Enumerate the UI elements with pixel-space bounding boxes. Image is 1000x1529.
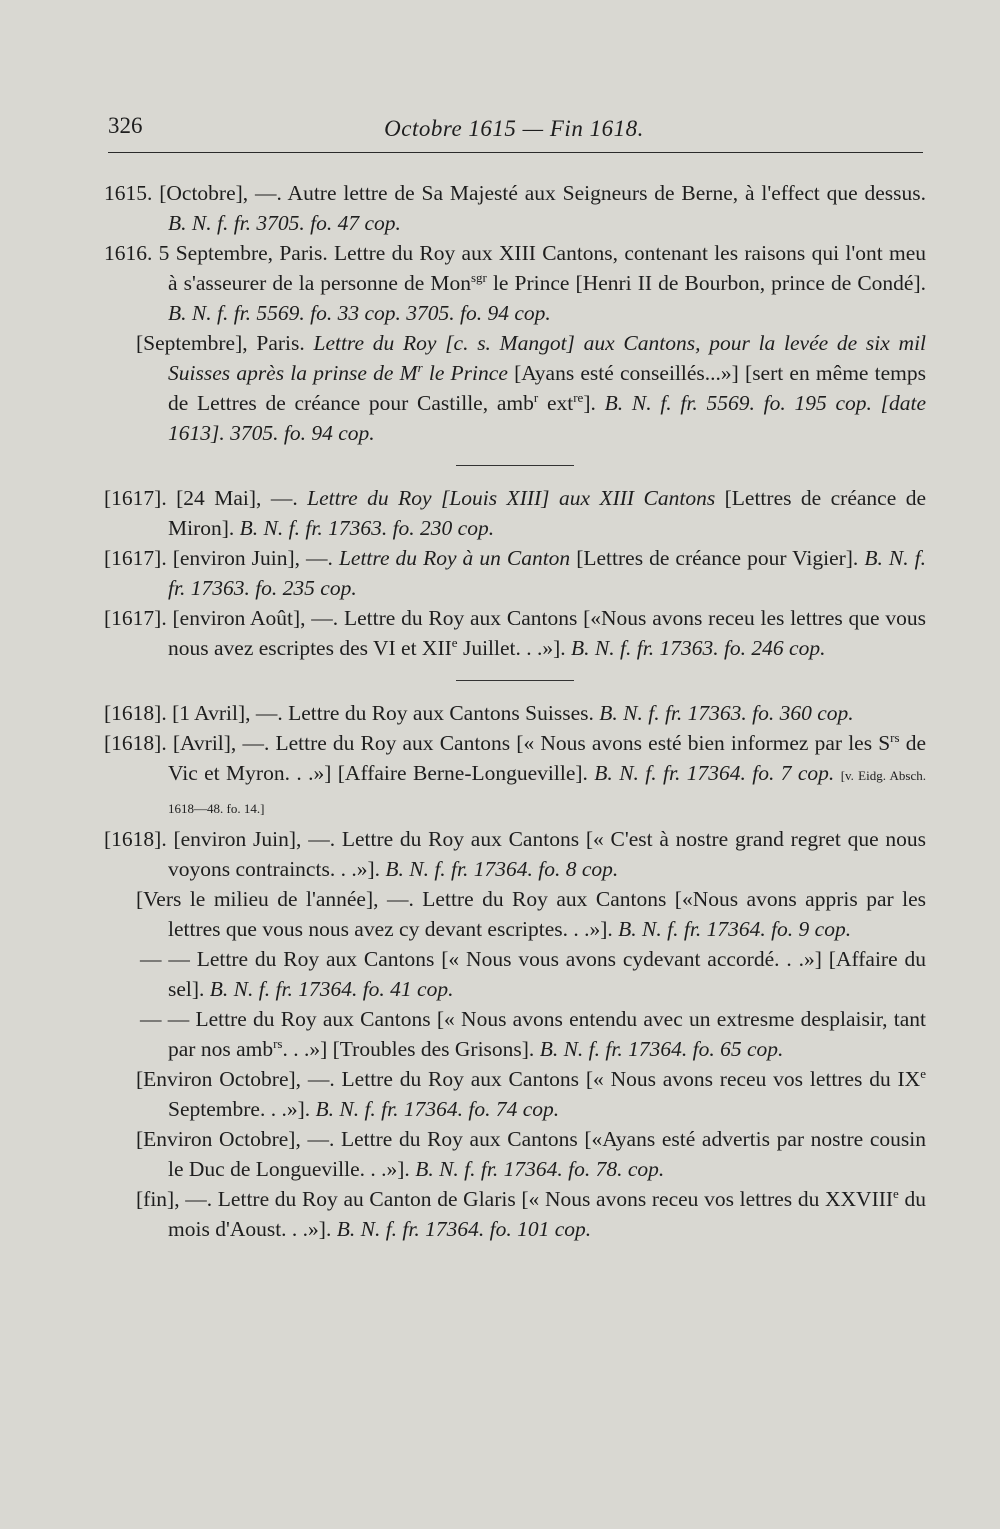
entry-text: 1616. 5 Septembre, Paris. Lettre du Roy aux XIII Cantons, contenant les raisons qui l'ont meu à s'asseurer de la personne de Mon <box>104 241 926 295</box>
entry-reference: B. N. f. fr. 17363. fo. 360 cop. <box>599 701 854 725</box>
superscript: re <box>573 390 584 405</box>
superscript: sgr <box>470 270 487 285</box>
superscript: e <box>893 1186 899 1201</box>
entry-text: ]. <box>583 391 605 415</box>
superscript: e <box>920 1066 926 1081</box>
superscript: rs <box>273 1036 283 1051</box>
page-number: 326 <box>108 113 143 138</box>
entry-fin <box>104 1184 926 1244</box>
entry-1618-avril <box>104 728 926 824</box>
entry-text: [1617]. [environ Août], —. Lettre du Roy aux Cantons [«Nous avons receu les lettres que vous nous avez escriptes des VI et XII <box>104 606 926 660</box>
entry-text: [1618]. [Avril], —. Lettre du Roy aux Cantons [« Nous avons esté bien informez par les S <box>104 731 891 755</box>
entry-1617-juin <box>104 543 926 603</box>
entry-reference: B. N. f. fr. 17363. fo. 230 cop. <box>239 516 495 540</box>
entry-text: ext <box>538 391 574 415</box>
entry-text: [Environ Octobre], —. Lettre du Roy aux Cantons [«Ayans esté advertis par nostre cousin le Duc de Longueville. . .»]. <box>136 1127 926 1181</box>
entry-reference: B. N. f. fr. 3705. fo. 47 cop. <box>168 211 401 235</box>
entry-octobre-1 <box>104 1064 926 1124</box>
entry-reference: B. N. f. fr. 17363. fo. 246 cop. <box>571 636 826 660</box>
section-separator <box>456 680 574 681</box>
entry-text: du mois d'Aoust. . .»]. <box>168 1187 926 1241</box>
entry-1615-octobre <box>104 178 926 238</box>
entry-text: — — Lettre du Roy aux Cantons [« Nous vous avons cydevant accordé. . .»] [Affaire du sel]. <box>140 947 926 1001</box>
entry-text: [1617]. [24 Mai], —. <box>104 486 308 510</box>
entry-text: [c. s. Mangot] <box>445 331 575 355</box>
entry-reference: B. N. f. fr. 17364. fo. 7 cop. <box>594 761 835 785</box>
entry-reference: B. N. f. fr. 17364. fo. 9 cop. <box>618 917 852 941</box>
entry-troubles-grisons <box>104 1004 926 1064</box>
entry-1617-aout <box>104 603 926 663</box>
entry-text: [1617]. [environ Juin], —. <box>104 546 339 570</box>
entry-text: [1618]. [1 Avril], —. Lettre du Roy aux Cantons Suisses. <box>104 701 600 725</box>
entry-note: [v. Eidg. Absch. 1618—48. fo. 14.] <box>168 768 926 816</box>
entry-text: [Lettres de créance pour Vigier]. <box>570 546 865 570</box>
entry-1618-avril-1 <box>104 698 926 728</box>
superscript: e <box>451 635 458 650</box>
entry-reference: B. N. f. fr. 17364. fo. 74 cop. <box>315 1097 560 1121</box>
entry-affaire-sel <box>104 944 926 1004</box>
entry-title: Lettre du Roy à un Canton <box>338 546 571 570</box>
entry-reference: B. N. f. fr. 5569. fo. 33 cop. 3705. fo. 94 cop. <box>168 301 551 325</box>
entry-text: [Vers le milieu de l'année], —. Lettre du Roy aux Cantons [«Nous avons appris par les lettres que vous nous avez cy devant escriptes. . .»]. <box>136 887 926 941</box>
entry-text: [Septembre], Paris. <box>136 331 314 355</box>
entry-1618-juin <box>104 824 926 884</box>
entry-title: Lettre du Roy [Louis XIII] aux XIII Cantons <box>307 486 716 510</box>
entry-text: [fin], —. Lettre du Roy au Canton de Glaris [« Nous avons receu vos lettres du XXVIII <box>136 1187 894 1211</box>
entry-text: [1618]. [environ Juin], —. Lettre du Roy aux Cantons [« C'est à nostre grand regret que nous voyons contraincts. . .»]. <box>104 827 926 881</box>
entry-reference: B. N. f. fr. 17364. fo. 65 cop. <box>539 1037 784 1061</box>
entry-text: le Prince [Henri II de Bourbon, prince de Condé]. <box>486 271 926 295</box>
entry-title: Lettre du Roy <box>313 331 437 355</box>
header-rule <box>108 152 923 153</box>
entry-text: [Ayans esté conseillés...»] [sert en même temps de Lettres de créance pour Castille, amb <box>168 361 927 415</box>
entry-reference: B. N. f. fr. 5569. fo. 195 cop. [date 1613]. 3705. fo. 94 cop. <box>168 391 926 445</box>
entry-septembre-paris <box>104 328 926 448</box>
entry-text: — — Lettre du Roy aux Cantons [« Nous avons entendu avec un extresme desplaisir, tant par nos amb <box>140 1007 926 1061</box>
entry-reference: B. N. f. fr. 17363. fo. 235 cop. <box>168 546 927 600</box>
superscript: rs <box>890 730 900 745</box>
entry-reference: B. N. f. fr. 17364. fo. 101 cop. <box>336 1217 592 1241</box>
document-body <box>104 178 926 1244</box>
entry-reference: B. N. f. fr. 17364. fo. 8 cop. <box>385 857 619 881</box>
superscript: r <box>533 390 539 405</box>
entry-octobre-2 <box>104 1124 926 1184</box>
entry-text: [Lettres de créance de Miron]. <box>168 486 926 540</box>
entry-1616-septembre <box>104 238 926 328</box>
entry-text: Juillet. . .»]. <box>457 636 572 660</box>
entry-milieu-annee <box>104 884 926 944</box>
entry-text: [Environ Octobre], —. Lettre du Roy aux Cantons [« Nous avons receu vos lettres du IX <box>136 1067 921 1091</box>
running-head <box>108 113 920 153</box>
entry-text: . . .»] [Troubles des Grisons]. <box>282 1037 540 1061</box>
superscript: r <box>417 360 423 375</box>
entry-1617-mai <box>104 483 926 543</box>
entry-reference: B. N. f. fr. 17364. fo. 41 cop. <box>209 977 454 1001</box>
entry-text: 1615. [Octobre], —. Autre lettre de Sa Majesté aux Seigneurs de Berne, à l'effect que dessus. <box>104 181 926 205</box>
entry-text: Septembre. . .»]. <box>168 1097 316 1121</box>
entry-reference: B. N. f. fr. 17364. fo. 78. cop. <box>415 1157 665 1181</box>
running-title: Octobre 1615 — Fin 1618. <box>384 116 644 141</box>
entry-title: aux Cantons, pour la levée de six mil Suisses après la prinse de M <box>168 331 927 385</box>
entry-text: de Vic et Myron. . .»] [Affaire Berne-Longueville]. <box>168 731 926 785</box>
section-separator <box>456 465 574 466</box>
entry-title: le Prince <box>422 361 508 385</box>
